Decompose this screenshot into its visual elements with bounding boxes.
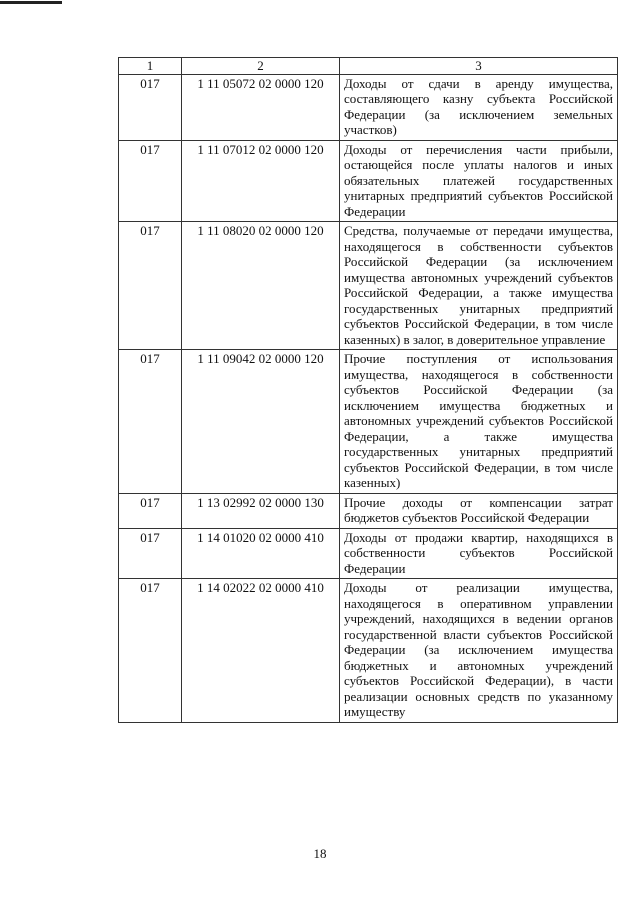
table-row <box>119 74 618 140</box>
revenue-code-cell: 1 11 05072 02 0000 120 <box>182 74 340 140</box>
admin-code-cell: 017 <box>119 74 182 140</box>
revenue-code-cell: 1 14 01020 02 0000 410 <box>182 528 340 579</box>
description-cell: Доходы от перечисления части прибыли, остающейся после уплаты налогов и иных обязательных платежей государственных унитарных предприятий субъектов Российской Федерации <box>340 140 618 222</box>
admin-code-cell: 017 <box>119 493 182 528</box>
table-row <box>119 528 618 579</box>
table-row <box>119 140 618 222</box>
admin-code-cell: 017 <box>119 350 182 494</box>
revenue-code-cell: 1 13 02992 02 0000 130 <box>182 493 340 528</box>
description-cell: Прочие поступления от использования имущества, находящегося в собственности субъектов Российской Федерации (за исключением имущества бюджетных и автономных учреждений субъектов Российской Федерации, а также имущества государственных унитарных предприятий субъектов Российской Федерации, в том числе казенных) <box>340 350 618 494</box>
description-cell: Доходы от продажи квартир, находящихся в собственности субъектов Российской Федерации <box>340 528 618 579</box>
table-row <box>119 579 618 723</box>
column-header-1: 1 <box>119 58 182 75</box>
admin-code-cell: 017 <box>119 579 182 723</box>
description-cell: Средства, получаемые от передачи имущества, находящегося в собственности субъектов Российской Федерации (за исключением имущества автономных учреждений субъектов Российской Федерации, а также имущества государственных унитарных предприятий субъектов Российской Федерации, в том числе казенных) в залог, в доверительное управление <box>340 222 618 350</box>
revenue-code-cell: 1 11 07012 02 0000 120 <box>182 140 340 222</box>
revenue-code-cell: 1 11 08020 02 0000 120 <box>182 222 340 350</box>
revenue-code-cell: 1 11 09042 02 0000 120 <box>182 350 340 494</box>
revenue-codes-table <box>118 57 618 723</box>
table-row <box>119 493 618 528</box>
table-header-row <box>119 58 618 75</box>
scan-edge-mark <box>0 1 62 4</box>
column-header-3: 3 <box>340 58 618 75</box>
description-cell: Доходы от сдачи в аренду имущества, составляющего казну субъекта Российской Федерации (за исключением земельных участков) <box>340 74 618 140</box>
admin-code-cell: 017 <box>119 222 182 350</box>
column-header-2: 2 <box>182 58 340 75</box>
description-cell: Прочие доходы от компенсации затрат бюджетов субъектов Российской Федерации <box>340 493 618 528</box>
table-row <box>119 350 618 494</box>
revenue-code-cell: 1 14 02022 02 0000 410 <box>182 579 340 723</box>
page-number: 18 <box>313 846 327 861</box>
admin-code-cell: 017 <box>119 140 182 222</box>
description-cell: Доходы от реализации имущества, находящегося в оперативном управлении учреждений, находящихся в ведении органов государственной власти субъектов Российской Федерации (за исключением имущества бюджетных и автономных учреждений субъектов Российской Федерации), в части реализации основных средств по указанному имуществу <box>340 579 618 723</box>
table-row <box>119 222 618 350</box>
admin-code-cell: 017 <box>119 528 182 579</box>
